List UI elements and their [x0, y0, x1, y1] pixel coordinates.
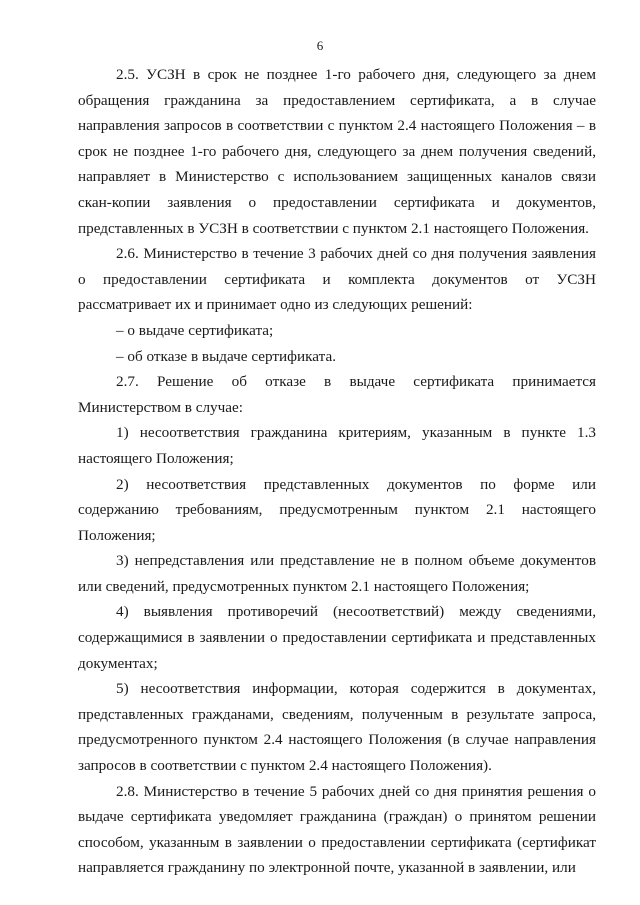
- decision-option-refuse: – об отказе в выдаче сертификата.: [116, 347, 336, 365]
- page-number: 6: [316, 38, 324, 53]
- paragraph-2-6: 2.6. Министерство в течение 3 рабочих дней со дня получения заявления о предоставлении сертификата и комплекта документов от УСЗН рассматривает их и принимает одно из следующих решений:: [78, 245, 596, 314]
- paragraph-2-8: 2.8. Министерство в течение 5 рабочих дней со дня принятия решения о выдаче сертификата уведомляет гражданина (граждан) о принятом решении способом, указанным в заявлении о предоставлении сертификата (сертификат направляется гражданину по электронной почте, указанной в заявлении, или: [78, 782, 596, 877]
- refusal-reason-4: 4) выявления противоречий (несоответствий) между сведениями, содержащимися в заявлении о предоставлении сертификата и представленных документах;: [78, 603, 596, 672]
- refusal-reason-1: 1) несоответствия гражданина критериям, указанным в пункте 1.3 настоящего Положения;: [78, 424, 596, 467]
- document-body: [78, 62, 596, 881]
- refusal-reason-5: 5) несоответствия информации, которая содержится в документах, представленных гражданами, сведениям, полученным в результате запроса, предусмотренного пунктом 2.4 настоящего Положения (в случае направления запросов в соответствии с пунктом 2.4 настоящего Положения).: [78, 680, 596, 775]
- refusal-reason-3: 3) непредставления или представление не в полном объеме документов или сведений, предусмотренных пунктом 2.1 настоящего Положения;: [78, 552, 596, 595]
- decision-option-issue: – о выдаче сертификата;: [116, 321, 274, 339]
- paragraph-2-5: 2.5. УСЗН в срок не позднее 1-го рабочего дня, следующего за днем обращения гражданина за предоставлением сертификата, а в случае направления запросов в соответствии с пунктом 2.4 настоящего Положения – в срок не позднее 1-го рабочего дня, следующего за днем получения сведений, направляет в Министерство с использованием защищенных каналов связи скан-копии заявления о предоставлении сертификата и документов, представленных в УСЗН в соответствии с пунктом 2.1 настоящего Положения.: [78, 66, 596, 237]
- paragraph-2-7: 2.7. Решение об отказе в выдаче сертификата принимается Министерством в случае:: [78, 373, 596, 416]
- refusal-reason-2: 2) несоответствия представленных документов по форме или содержанию требованиям, предусмотренным пунктом 2.1 настоящего Положения;: [78, 475, 596, 544]
